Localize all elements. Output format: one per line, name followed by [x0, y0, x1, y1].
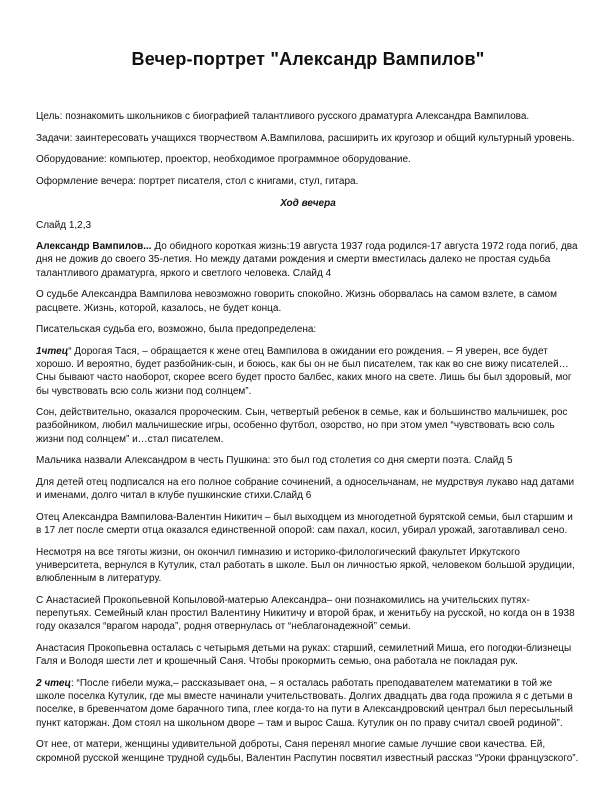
paragraph-pushkin: Для детей отец подписался на его полное собрание сочинений, а односельчанам, не мудрствуя лукаво над датами и именами, долго читал в клубе пушкинские стихи.Слайд 6 [36, 477, 575, 502]
paragraph-name: Мальчика назвали Александром в честь Пушкина: это был год столетия со дня смерти поэта. Слайд 5 [36, 455, 513, 467]
slide-note: Слайд 1,2,3 [36, 219, 92, 231]
goal-paragraph: Цель: познакомить школьников с биографией талантливого русского драматурга Александра Вампилова. [36, 111, 530, 122]
page-title: Вечер-портрет "Александр Вампилов" [131, 49, 485, 69]
reader-2-paragraph [36, 677, 580, 730]
equipment-paragraph: Оборудование: компьютер, проектор, необходимое программное оборудование. [36, 154, 411, 166]
paragraph-dream: Сон, действительно, оказался пророческим. Сын, четвертый ребенок в семье, как и большинство мальчишек, рос разбойником, любил мальчишеские игры, особенно футбол, озорство, но при этом умел “чувствовать всю соль жизни под солнцем” и…стал писателем. [36, 407, 568, 445]
reader-1-paragraph [36, 345, 580, 398]
paragraph-fate: О судьбе Александра Вампилова невозможно говорить спокойно. Жизнь оборвалась на самом взлете, в самом расцвете. Жизнь, которой, казалось, не будет конца. [36, 289, 557, 314]
section-heading: Ход вечера [280, 197, 336, 209]
paragraph-father: Отец Александра Вампилова-Валентин Никитич – был выходцем из многодетной бурятской семьи, был старшим и в 17 лет после смерти отца оказался единственной опорой: сам пахал, косил, убирал урожай, заготавливал сено. [36, 511, 573, 537]
reader-2-label: 2 чтец [36, 678, 71, 689]
paragraph-children: Анастасия Прокопьевна осталась с четырьмя детьми на руках: старший, семилетний Миша, его погодки-близнецы Галя и Володя шести лет и крошечный Саня. Чтобы прокормить семью, она работала не покладая рук. [36, 643, 572, 668]
intro-lead: Александр Вампилов... [36, 241, 152, 253]
paragraph-mother: С Анастасией Прокопьевной Копыловой-матерью Александра– они познакомились на учительских путях-перепутьях. Семейный клан простил Валентину Никитичу и второй брак, и женитьбу на русской, но когда он в 1938 году оказался “врагом народа”, родня отвернулась от “неблагонадежной” семьи. [36, 594, 575, 633]
reader-2-text: : “После гибели мужа,– рассказывает она, – я осталась работать преподавателем математики в той же школе поселка Кутулик, где мы вместе начинали учительствовать. Долгих двадцать два года прожила я с детьми в поселке, в бревенчатом доме барачного типа, глее когда-то на пути в Александровский централ был пересыльный пункт каторжан. Дом стоял на школьном дворе – там и вырос Саша. Кутулик он по праву считал своей родиной”. [36, 678, 573, 729]
intro-paragraph [36, 240, 580, 280]
paragraph-destiny: Писательская судьба его, возможно, была предопределена: [36, 324, 317, 336]
paragraph-education: Несмотря на все тяготы жизни, он окончил гимназию и историко-филологический факультет Иркутского университета, вернулся в Кутулик, стал работать в школе. Был он личностью яркой, человеком большой эрудиции, влюбленным в литературу. [36, 546, 575, 585]
intro-text: До обидного короткая жизнь:19 августа 1937 года родился-17 августа 1972 года погиб, два дня не дожив до своего 35-летия. Но между датами рождения и смерти вместилась далеко не простая судьба талантливого драматурга, яркого и светлого человека. Слайд 4 [36, 241, 578, 279]
paragraph-qualities: От нее, от матери, женщины удивительной доброты, Саня перенял многие самые лучшие свои качества. Ей, скромной русской женщине трудной судьбы, Валентин Распутин посвятил известный рассказ “Уроки французского”. [36, 739, 579, 764]
tasks-paragraph: Задачи: заинтересовать учащихся творчеством А.Вампилова, расширить их кругозор и общий культурный уровень. [36, 132, 575, 144]
document-body [36, 110, 580, 773]
decoration-paragraph: Оформление вечера: портрет писателя, стол с книгами, стул, гитара. [36, 176, 359, 188]
reader-1-text: “ Дорогая Тася, – обращается к жене отец Вампилова в ожидании его рождения. – Я уверен, все будет хорошо. И вероятно, будет разбойник-сын, и боюсь, как бы он не был писателем, так как во сне вижу писателей…Сны бывают часто наоборот, скорее всего будет просто балбес, каких много на свете. Лишь бы был здоровый, мог бы чувствовать всю соль жизни под солнцем”. [36, 345, 572, 397]
reader-1-label: 1чтец [36, 345, 69, 357]
